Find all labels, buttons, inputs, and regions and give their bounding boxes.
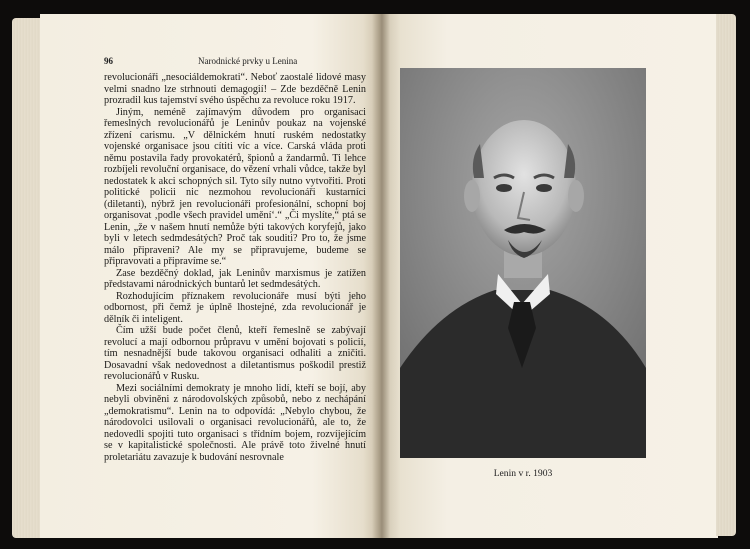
- paragraph: Zase bezděčný doklad, jak Leninův marxismus je zatížen představami národnických buntarů let sedmdesátých.: [104, 267, 366, 290]
- photo-caption: Lenin v r. 1903: [493, 468, 553, 479]
- paragraph: Jiným, neméně zajímavým důvodem pro organisaci řemeslných revolucionářů je Leninův poukaz na vojenské zřízení carismu. „V dělnickém hnutí ruském nedostatky vojenské organisace jsou cítiti víc a více. Carská vláda proti němu postavila řady provokatérů, špionů a žandarmů. Ti lehce rozbíjeli revoluční organisace, do vězení vrhali vůdce, takže byl nedostatek k akci schopných sil. Tyto síly nutno vytvořiti. Proti politické policii nic nezmohou revolucionáři kustarníci (diletanti), nýbrž jen revolucionáři profesionální, schopní boj organisovat ‚podle všech pravidel umění‘.“ „Či myslíte,“ ptá se Lenin, „že v našem hnutí nemůže býti takových koryfejů, jako byli v letech sedmdesátých? Proč tak souditi? Pro to, že jsme málo připraveni? Ale my se připravujeme, budeme se připravovati a připravíme se.“: [104, 106, 366, 267]
- body-text: [104, 72, 366, 463]
- paragraph: Rozhodujícím příznakem revolucionáře musí býti jeho odbornost, při čemž je úplně lhostejné, zda revolucionář je dělník či inteligent.: [104, 290, 366, 325]
- book-gutter: [372, 14, 390, 538]
- running-title: Narodnické prvky u Lenina: [198, 56, 298, 66]
- portrait-photo: [400, 68, 646, 458]
- paragraph: Mezi sociálními demokraty je mnoho lidí, kteří se bojí, aby nebyli obviněni z národovolských způsobů, nebo z nechápání „demokratismu“. Lenin na to odpovídá: „Nebylo chybou, že národovolci usilovali o organisaci revolucionářů, ale to, že nedovedli spojiti tuto organisaci s třídním bojem, rozvíjejícím se v kapitalistické společnosti. Ale právě toto živelné hnutí proletariátu zavazuje k budování nesrovnale: [104, 382, 366, 463]
- paragraph: revolucionáři „nesociáldemokrati“. Neboť zaostalé lidové masy velmi snadno lze strhnouti demagogií! – Zde bezděčně Lenin prozradil kus tajemství svého úspěchu za revoluce roku 1917.: [104, 72, 366, 106]
- portrait-illustration: [400, 68, 646, 458]
- page-number: 96: [104, 56, 113, 66]
- right-page-edges: [716, 14, 736, 536]
- paragraph: Čím užší bude počet členů, kteří řemeslně se zabývají revolucí a mají odbornou průpravu v umění bojovati s policií, tím nesnadnější bude takovou organisaci odhaliti a zničiti. Dosavadní však nedovednost a diletantismus poškodil prestiž revolucionářů v Rusku.: [104, 325, 366, 382]
